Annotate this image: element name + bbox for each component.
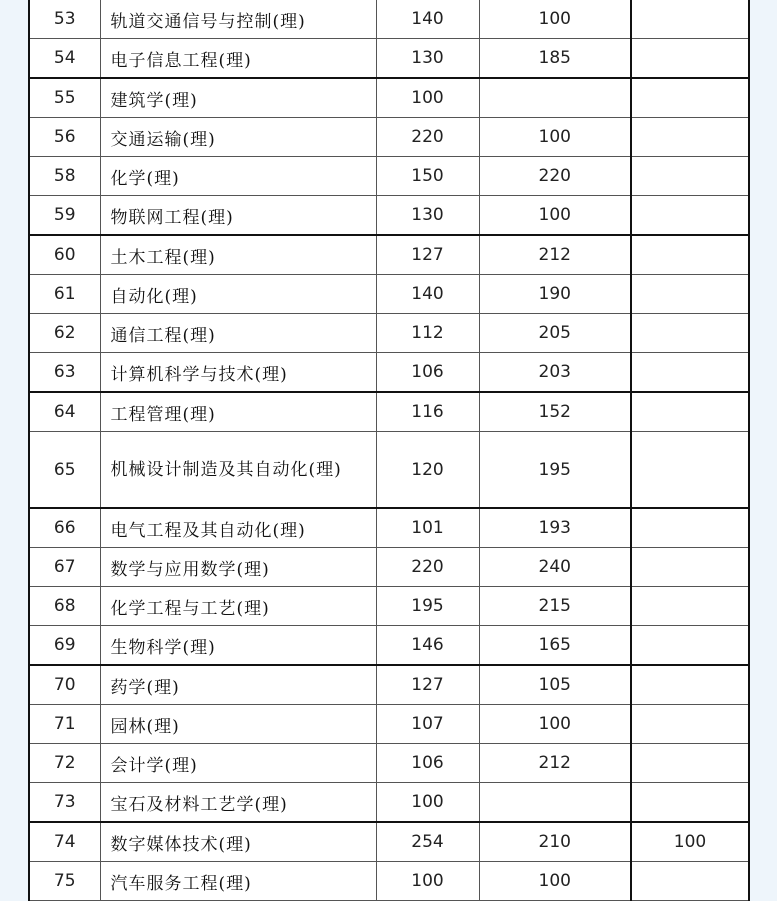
table-row — [29, 157, 749, 196]
row-number: 60 — [29, 235, 100, 275]
table-row — [29, 783, 749, 823]
major-name: 自动化(理) — [100, 275, 376, 314]
table-row — [29, 78, 749, 118]
table-row — [29, 862, 749, 901]
table-row — [29, 432, 749, 509]
table-row — [29, 705, 749, 744]
table-row — [29, 508, 749, 548]
major-name: 化学(理) — [100, 157, 376, 196]
value-cell-b: 165 — [479, 626, 631, 666]
value-cell-c — [631, 78, 749, 118]
value-cell-c: 100 — [631, 822, 749, 862]
table-row — [29, 196, 749, 236]
value-cell-c — [631, 626, 749, 666]
value-cell-b: 212 — [479, 235, 631, 275]
value-cell-a: 106 — [376, 744, 479, 783]
table-row — [29, 314, 749, 353]
value-cell-a: 140 — [376, 275, 479, 314]
value-cell-c — [631, 0, 749, 39]
value-cell-a: 107 — [376, 705, 479, 744]
row-number: 70 — [29, 665, 100, 705]
row-number: 55 — [29, 78, 100, 118]
value-cell-b: 215 — [479, 587, 631, 626]
major-name: 电子信息工程(理) — [100, 39, 376, 79]
value-cell-a: 112 — [376, 314, 479, 353]
value-cell-b: 100 — [479, 862, 631, 901]
major-name: 土木工程(理) — [100, 235, 376, 275]
value-cell-a: 146 — [376, 626, 479, 666]
value-cell-a: 140 — [376, 0, 479, 39]
value-cell-c — [631, 744, 749, 783]
value-cell-b: 210 — [479, 822, 631, 862]
value-cell-c — [631, 353, 749, 393]
value-cell-c — [631, 39, 749, 79]
value-cell-b: 100 — [479, 705, 631, 744]
value-cell-b: 100 — [479, 0, 631, 39]
value-cell-c — [631, 665, 749, 705]
major-name: 物联网工程(理) — [100, 196, 376, 236]
value-cell-c — [631, 587, 749, 626]
major-name: 化学工程与工艺(理) — [100, 587, 376, 626]
major-name: 工程管理(理) — [100, 392, 376, 432]
major-name: 数学与应用数学(理) — [100, 548, 376, 587]
row-number: 56 — [29, 118, 100, 157]
value-cell-c — [631, 548, 749, 587]
row-number: 67 — [29, 548, 100, 587]
row-number: 74 — [29, 822, 100, 862]
major-name: 通信工程(理) — [100, 314, 376, 353]
value-cell-b: 240 — [479, 548, 631, 587]
value-cell-a: 130 — [376, 196, 479, 236]
major-name: 宝石及材料工艺学(理) — [100, 783, 376, 823]
major-name: 建筑学(理) — [100, 78, 376, 118]
major-name: 会计学(理) — [100, 744, 376, 783]
table-row — [29, 548, 749, 587]
value-cell-a: 100 — [376, 78, 479, 118]
major-name: 生物科学(理) — [100, 626, 376, 666]
row-number: 64 — [29, 392, 100, 432]
major-name: 药学(理) — [100, 665, 376, 705]
row-number: 58 — [29, 157, 100, 196]
major-name: 轨道交通信号与控制(理) — [100, 0, 376, 39]
table-row — [29, 275, 749, 314]
value-cell-a: 116 — [376, 392, 479, 432]
value-cell-a: 127 — [376, 665, 479, 705]
value-cell-c — [631, 432, 749, 509]
row-number: 63 — [29, 353, 100, 393]
value-cell-c — [631, 196, 749, 236]
value-cell-a: 220 — [376, 118, 479, 157]
major-name: 交通运输(理) — [100, 118, 376, 157]
table-row — [29, 626, 749, 666]
row-number: 75 — [29, 862, 100, 901]
value-cell-a: 100 — [376, 783, 479, 823]
major-name: 汽车服务工程(理) — [100, 862, 376, 901]
value-cell-a: 130 — [376, 39, 479, 79]
value-cell-c — [631, 392, 749, 432]
row-number: 72 — [29, 744, 100, 783]
major-name: 数字媒体技术(理) — [100, 822, 376, 862]
major-name: 计算机科学与技术(理) — [100, 353, 376, 393]
table-row — [29, 118, 749, 157]
row-number: 73 — [29, 783, 100, 823]
value-cell-a: 101 — [376, 508, 479, 548]
row-number: 66 — [29, 508, 100, 548]
row-number: 53 — [29, 0, 100, 39]
table-row — [29, 235, 749, 275]
value-cell-b: 105 — [479, 665, 631, 705]
value-cell-c — [631, 235, 749, 275]
value-cell-a: 150 — [376, 157, 479, 196]
value-cell-a: 127 — [376, 235, 479, 275]
major-name: 电气工程及其自动化(理) — [100, 508, 376, 548]
row-number: 69 — [29, 626, 100, 666]
value-cell-b: 152 — [479, 392, 631, 432]
value-cell-b — [479, 783, 631, 823]
table-row — [29, 587, 749, 626]
value-cell-b — [479, 78, 631, 118]
data-table-container — [28, 0, 748, 901]
value-cell-c — [631, 783, 749, 823]
table-row — [29, 665, 749, 705]
value-cell-a: 106 — [376, 353, 479, 393]
table-row — [29, 39, 749, 79]
value-cell-b: 205 — [479, 314, 631, 353]
value-cell-c — [631, 275, 749, 314]
value-cell-c — [631, 157, 749, 196]
value-cell-c — [631, 314, 749, 353]
value-cell-a: 100 — [376, 862, 479, 901]
row-number: 62 — [29, 314, 100, 353]
row-number: 71 — [29, 705, 100, 744]
major-name: 机械设计制造及其自动化(理) — [100, 432, 376, 509]
value-cell-b: 212 — [479, 744, 631, 783]
value-cell-a: 195 — [376, 587, 479, 626]
value-cell-a: 220 — [376, 548, 479, 587]
value-cell-b: 100 — [479, 118, 631, 157]
value-cell-b: 220 — [479, 157, 631, 196]
row-number: 65 — [29, 432, 100, 509]
value-cell-b: 193 — [479, 508, 631, 548]
table-row — [29, 353, 749, 393]
table-row — [29, 744, 749, 783]
row-number: 54 — [29, 39, 100, 79]
value-cell-b: 185 — [479, 39, 631, 79]
value-cell-a: 120 — [376, 432, 479, 509]
table-row — [29, 0, 749, 39]
row-number: 68 — [29, 587, 100, 626]
value-cell-b: 195 — [479, 432, 631, 509]
table-row — [29, 822, 749, 862]
data-table — [28, 0, 750, 901]
value-cell-c — [631, 705, 749, 744]
value-cell-b: 190 — [479, 275, 631, 314]
table-row — [29, 392, 749, 432]
value-cell-c — [631, 508, 749, 548]
value-cell-b: 203 — [479, 353, 631, 393]
row-number: 61 — [29, 275, 100, 314]
value-cell-a: 254 — [376, 822, 479, 862]
major-name: 园林(理) — [100, 705, 376, 744]
value-cell-c — [631, 118, 749, 157]
value-cell-c — [631, 862, 749, 901]
row-number: 59 — [29, 196, 100, 236]
value-cell-b: 100 — [479, 196, 631, 236]
